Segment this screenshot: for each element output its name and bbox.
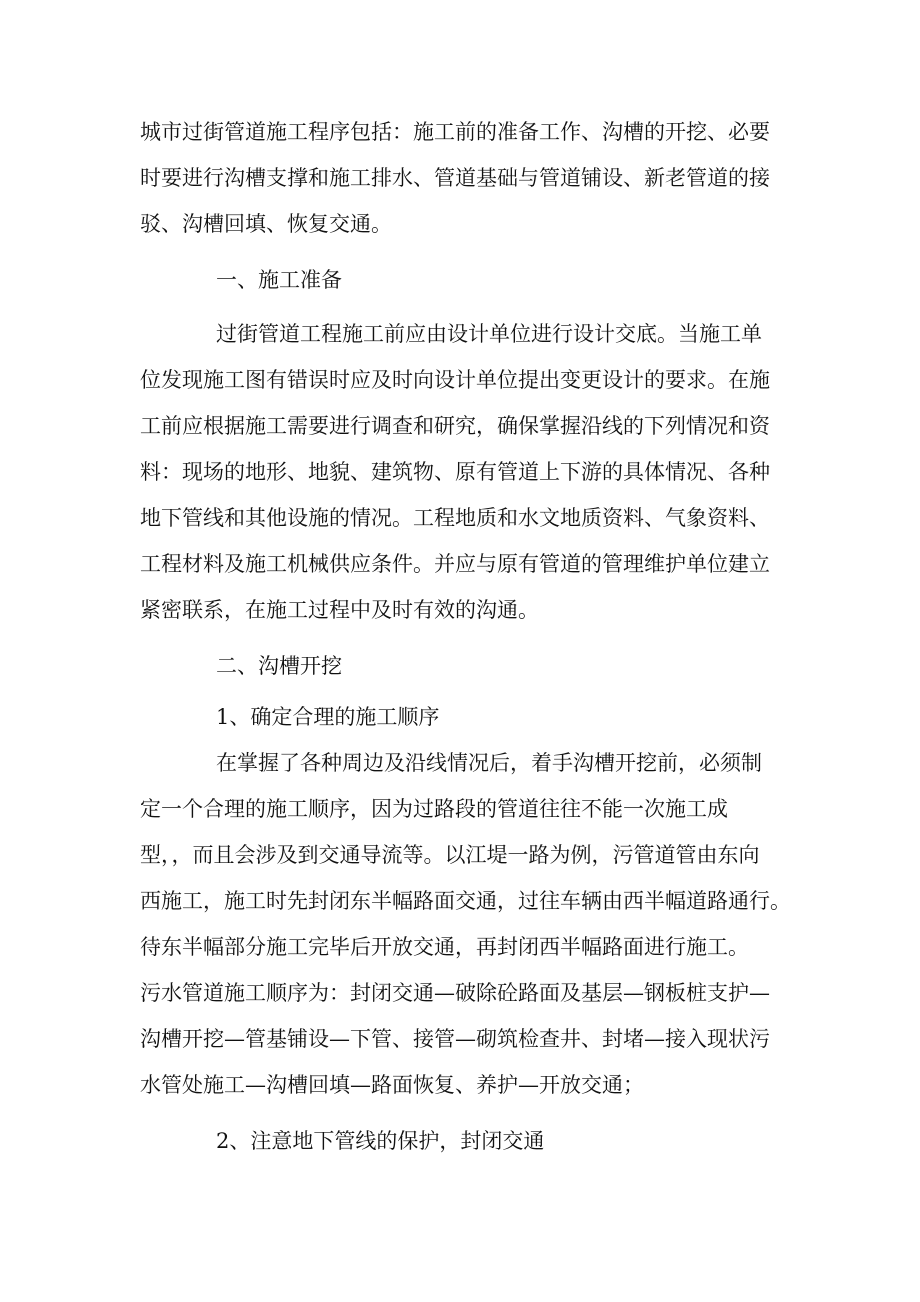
subheading-construction-sequence: 1、确定合理的施工顺序 bbox=[216, 705, 440, 729]
paragraph-2-line-1: 过街管道工程施工前应由设计单位进行设计交底。当施工单 bbox=[216, 322, 762, 346]
paragraph-3-line-7: 沟槽开挖—管基铺设—下管、接管—砌筑检查井、封堵—接入现状污 bbox=[140, 1027, 770, 1051]
subheading-pipeline-protection: 2、注意地下管线的保护，封闭交通 bbox=[216, 1129, 545, 1153]
paragraph-2-line-2: 位发现施工图有错误时应及时向设计单位提出变更设计的要求。在施 bbox=[140, 368, 770, 392]
paragraph-3-line-8: 水管处施工—沟槽回填—路面恢复、养护—开放交通； bbox=[140, 1073, 644, 1097]
paragraph-1-line-2: 时要进行沟槽支撑和施工排水、管道基础与管道铺设、新老管道的接 bbox=[140, 166, 770, 190]
paragraph-1-line-3: 驳、沟槽回填、恢复交通。 bbox=[140, 212, 392, 236]
paragraph-2-line-4: 料：现场的地形、地貌、建筑物、原有管道上下游的具体情况、各种 bbox=[140, 460, 770, 484]
paragraph-2-line-7: 紧密联系，在施工过程中及时有效的沟通。 bbox=[140, 598, 539, 622]
paragraph-3-line-1: 在掌握了各种周边及沿线情况后，着手沟槽开挖前，必须制 bbox=[216, 751, 762, 775]
paragraph-3-line-2: 定一个合理的施工顺序，因为过路段的管道往往不能一次施工成 bbox=[140, 797, 728, 821]
paragraph-1-line-1: 城市过街管道施工程序包括：施工前的准备工作、沟槽的开挖、必要 bbox=[140, 120, 770, 144]
paragraph-3-line-3: 型，，而且会涉及到交通导流等。以江堤一路为例，污管道管由东向 bbox=[140, 843, 760, 867]
paragraph-2-line-5: 地下管线和其他设施的情况。工程地质和水文地质资料、气象资料、 bbox=[140, 506, 770, 530]
paragraph-2-line-6: 工程材料及施工机械供应条件。并应与原有管道的管理维护单位建立 bbox=[140, 552, 770, 576]
paragraph-3-line-6: 污水管道施工顺序为：封闭交通—破除砼路面及基层—钢板桩支护— bbox=[140, 981, 770, 1005]
paragraph-3-line-4: 西施工，施工时先封闭东半幅路面交通，过往车辆由西半幅道路通行。 bbox=[140, 889, 791, 913]
section-heading-preparation: 一、施工准备 bbox=[216, 268, 342, 292]
paragraph-3-line-5: 待东半幅部分施工完毕后开放交通，再封闭西半幅路面进行施工。 bbox=[140, 935, 749, 959]
paragraph-2-line-3: 工前应根据施工需要进行调查和研究，确保掌握沿线的下列情况和资 bbox=[140, 414, 770, 438]
section-heading-trench-excavation: 二、沟槽开挖 bbox=[216, 654, 342, 678]
